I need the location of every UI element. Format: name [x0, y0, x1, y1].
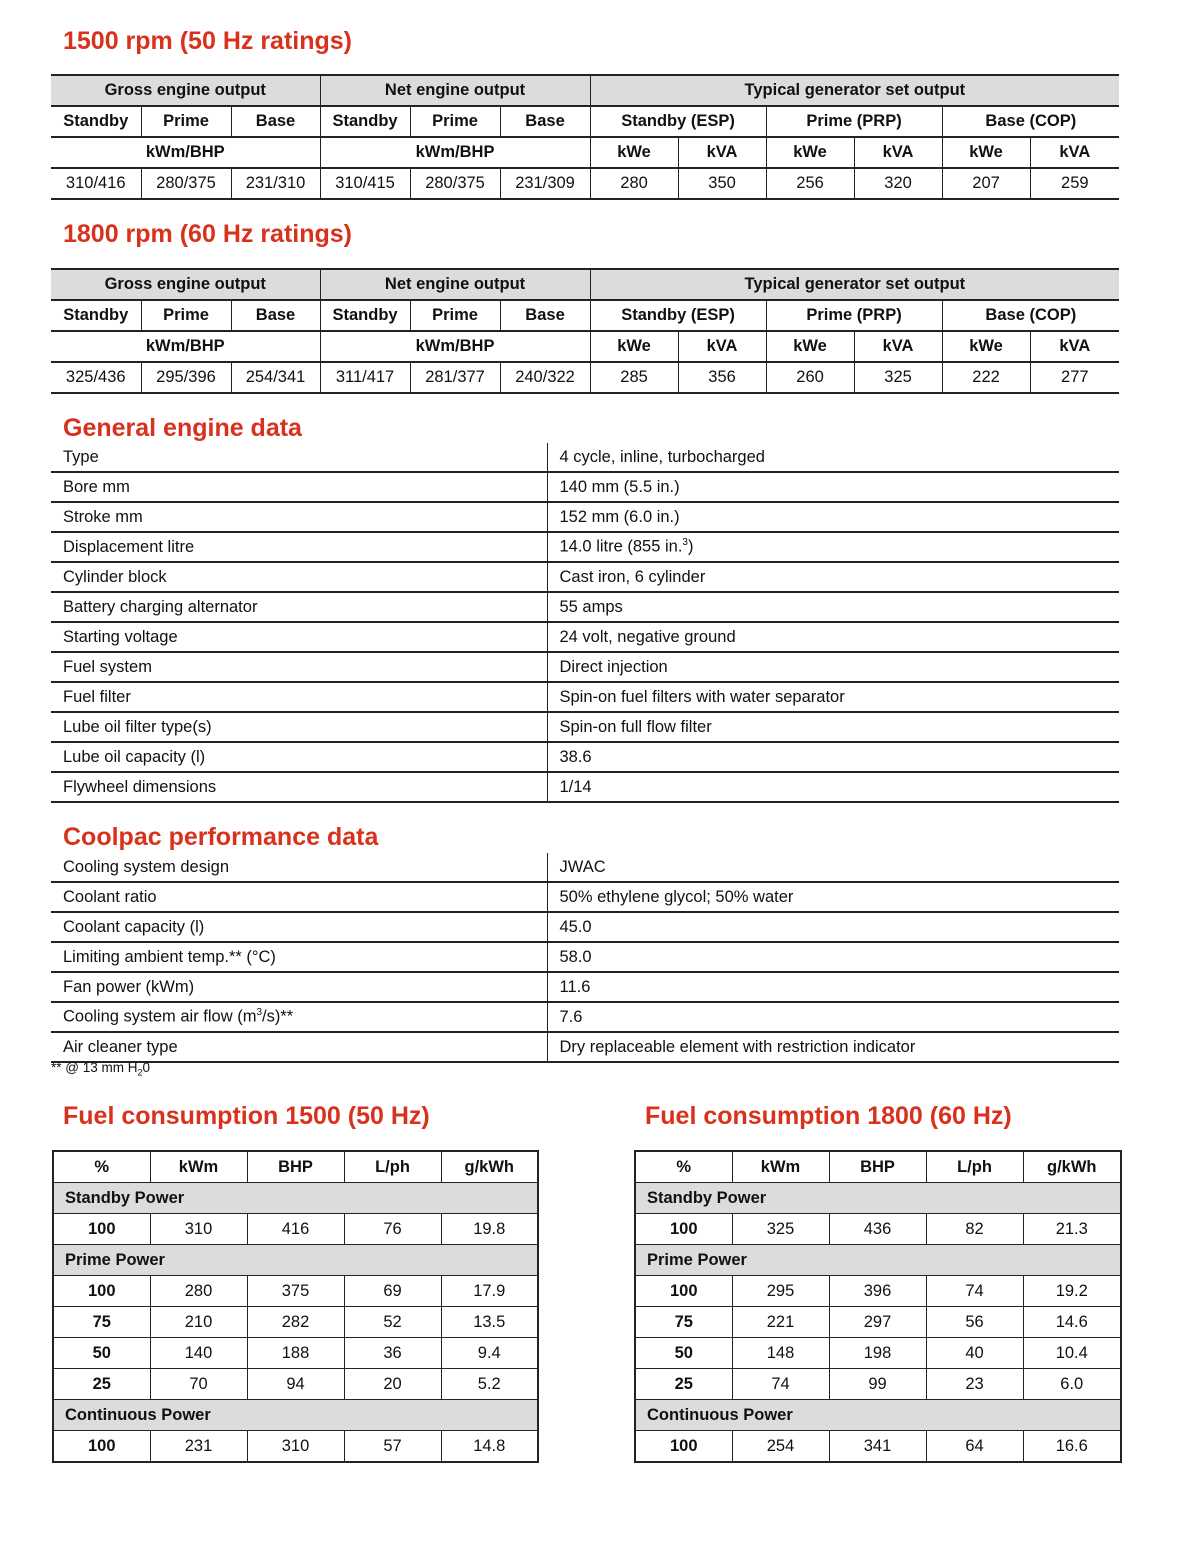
fuel-cell: 74	[926, 1276, 1023, 1307]
kv-key	[51, 1002, 547, 1032]
unit-header: kWe	[766, 137, 854, 168]
section-label: Continuous Power	[53, 1400, 538, 1431]
fuel-cell: 375	[247, 1276, 344, 1307]
kv-value: 38.6	[547, 742, 1119, 772]
fuel-cell: 221	[732, 1307, 829, 1338]
fuel-header: g/kWh	[1023, 1151, 1121, 1183]
superscript: 3	[256, 1007, 263, 1019]
fuel-cell: 25	[635, 1369, 732, 1400]
rating-value: 280/375	[410, 168, 500, 199]
kv-row	[51, 443, 1119, 472]
sub-header: Base	[231, 106, 320, 137]
rating-value: 231/310	[231, 168, 320, 199]
fuel-cell: 82	[926, 1214, 1023, 1245]
fuel-cell: 64	[926, 1431, 1023, 1463]
sub-header: Standby (ESP)	[590, 106, 766, 137]
general-title: General engine data	[63, 414, 302, 442]
group-header: Typical generator set output	[590, 75, 1119, 106]
kv-value: 50% ethylene glycol; 50% water	[547, 882, 1119, 912]
fuel-cell: 25	[53, 1369, 150, 1400]
fuel-cell: 50	[635, 1338, 732, 1369]
kv-value: 4 cycle, inline, turbocharged	[547, 443, 1119, 472]
kv-key: Stroke mm	[51, 502, 547, 532]
unit-header: kWm/BHP	[51, 137, 320, 168]
kv-row	[51, 712, 1119, 742]
unit-header: kVA	[678, 331, 766, 362]
group-header: Gross engine output	[51, 75, 320, 106]
kv-row	[51, 592, 1119, 622]
kv-row	[51, 942, 1119, 972]
fuel-cell: 40	[926, 1338, 1023, 1369]
table-row	[635, 1431, 1121, 1463]
kv-key-text: Cooling system air flow (m	[63, 1007, 257, 1026]
rating-value: 320	[854, 168, 942, 199]
general-engine-table	[51, 443, 1119, 803]
kv-key: Lube oil capacity (l)	[51, 742, 547, 772]
fuel-cell: 416	[247, 1214, 344, 1245]
fuel-cell: 23	[926, 1369, 1023, 1400]
kv-key: Bore mm	[51, 472, 547, 502]
kv-key: Displacement litre	[51, 532, 547, 562]
unit-header: kVA	[854, 137, 942, 168]
rating-value: 311/417	[320, 362, 410, 393]
rating-value: 325/436	[51, 362, 141, 393]
kv-value: 58.0	[547, 942, 1119, 972]
kv-key: Fuel filter	[51, 682, 547, 712]
fuel-cell: 188	[247, 1338, 344, 1369]
kv-value	[547, 532, 1119, 562]
kv-row	[51, 882, 1119, 912]
rating-value: 222	[942, 362, 1030, 393]
ratings-1500-title: 1500 rpm (50 Hz ratings)	[63, 27, 352, 55]
sub-header: Base	[500, 106, 590, 137]
rating-value: 280/375	[141, 168, 231, 199]
rating-value: 207	[942, 168, 1030, 199]
table-row	[53, 1307, 538, 1338]
fuel-cell: 210	[150, 1307, 247, 1338]
kv-key: Starting voltage	[51, 622, 547, 652]
fuel-cell: 14.8	[441, 1431, 538, 1463]
ratings-1800-table	[51, 268, 1119, 394]
fuel-cell: 100	[635, 1276, 732, 1307]
footnote-tail: 0	[142, 1060, 151, 1075]
kv-key: Limiting ambient temp.** (°C)	[51, 942, 547, 972]
section-label: Standby Power	[635, 1183, 1121, 1214]
kv-key: Coolant capacity (l)	[51, 912, 547, 942]
kv-value: 11.6	[547, 972, 1119, 1002]
footnote-text: ** @ 13 mm H	[51, 1060, 138, 1075]
fuel-cell: 231	[150, 1431, 247, 1463]
table-row	[635, 1307, 1121, 1338]
fuel-header: BHP	[829, 1151, 926, 1183]
unit-header: kVA	[1030, 137, 1119, 168]
fuel-header: kWm	[732, 1151, 829, 1183]
fuel-header: BHP	[247, 1151, 344, 1183]
kv-key: Cylinder block	[51, 562, 547, 592]
rating-value: 310/416	[51, 168, 141, 199]
group-header: Net engine output	[320, 269, 590, 300]
sub-header: Prime	[410, 300, 500, 331]
fuel-cell: 36	[344, 1338, 441, 1369]
sub-header: Prime (PRP)	[766, 106, 942, 137]
kv-row	[51, 742, 1119, 772]
fuel-cell: 14.6	[1023, 1307, 1121, 1338]
sub-header: Base	[231, 300, 320, 331]
fuel-cell: 100	[635, 1431, 732, 1463]
unit-header: kWe	[590, 331, 678, 362]
sub-header: Prime	[410, 106, 500, 137]
kv-value-tail: )	[687, 537, 694, 556]
kv-value: 140 mm (5.5 in.)	[547, 472, 1119, 502]
kv-key: Fuel system	[51, 652, 547, 682]
section-label: Continuous Power	[635, 1400, 1121, 1431]
sub-header: Base (COP)	[942, 106, 1119, 137]
fuel-1500-table	[52, 1150, 539, 1463]
rating-value: 277	[1030, 362, 1119, 393]
rating-value: 350	[678, 168, 766, 199]
kv-key: Flywheel dimensions	[51, 772, 547, 802]
sub-header: Standby	[320, 106, 410, 137]
ratings-1800-title: 1800 rpm (60 Hz ratings)	[63, 220, 352, 248]
sub-header: Base (COP)	[942, 300, 1119, 331]
kv-value: Spin-on fuel filters with water separator	[547, 682, 1119, 712]
rating-value: 280	[590, 168, 678, 199]
fuel-header: kWm	[150, 1151, 247, 1183]
kv-row	[51, 562, 1119, 592]
section-label: Prime Power	[635, 1245, 1121, 1276]
fuel-cell: 140	[150, 1338, 247, 1369]
rating-value: 281/377	[410, 362, 500, 393]
kv-value: Direct injection	[547, 652, 1119, 682]
kv-row	[51, 622, 1119, 652]
fuel-cell: 69	[344, 1276, 441, 1307]
fuel-cell: 75	[53, 1307, 150, 1338]
fuel-cell: 13.5	[441, 1307, 538, 1338]
fuel-cell: 99	[829, 1369, 926, 1400]
unit-header: kWm/BHP	[320, 137, 590, 168]
table-row	[53, 1431, 538, 1463]
group-header: Gross engine output	[51, 269, 320, 300]
fuel-cell: 76	[344, 1214, 441, 1245]
fuel-cell: 19.2	[1023, 1276, 1121, 1307]
fuel-cell: 57	[344, 1431, 441, 1463]
subscript: 2	[137, 1067, 143, 1078]
table-row	[53, 1214, 538, 1245]
fuel-cell: 75	[635, 1307, 732, 1338]
kv-value: 24 volt, negative ground	[547, 622, 1119, 652]
fuel-cell: 396	[829, 1276, 926, 1307]
kv-key: Cooling system design	[51, 853, 547, 882]
kv-row	[51, 1002, 1119, 1032]
unit-header: kVA	[678, 137, 766, 168]
table-row	[635, 1338, 1121, 1369]
fuel-cell: 19.8	[441, 1214, 538, 1245]
rating-value: 231/309	[500, 168, 590, 199]
fuel-1500-title: Fuel consumption 1500 (50 Hz)	[63, 1102, 430, 1130]
rating-value: 285	[590, 362, 678, 393]
kv-value: 55 amps	[547, 592, 1119, 622]
kv-value: Dry replaceable element with restriction indicator	[547, 1032, 1119, 1062]
group-header: Net engine output	[320, 75, 590, 106]
unit-header: kVA	[854, 331, 942, 362]
sub-header: Base	[500, 300, 590, 331]
fuel-cell: 21.3	[1023, 1214, 1121, 1245]
fuel-cell: 9.4	[441, 1338, 538, 1369]
table-row	[635, 1214, 1121, 1245]
kv-row	[51, 1032, 1119, 1062]
fuel-cell: 52	[344, 1307, 441, 1338]
superscript: 3	[682, 537, 688, 549]
sub-header: Standby	[51, 300, 141, 331]
fuel-header: %	[635, 1151, 732, 1183]
kv-key: Type	[51, 443, 547, 472]
rating-value: 295/396	[141, 362, 231, 393]
kv-row	[51, 853, 1119, 882]
kv-value: Cast iron, 6 cylinder	[547, 562, 1119, 592]
fuel-cell: 10.4	[1023, 1338, 1121, 1369]
unit-header: kWe	[766, 331, 854, 362]
fuel-cell: 16.6	[1023, 1431, 1121, 1463]
sub-header: Standby	[320, 300, 410, 331]
rating-value: 310/415	[320, 168, 410, 199]
unit-header: kVA	[1030, 331, 1119, 362]
kv-row	[51, 682, 1119, 712]
sub-header: Prime	[141, 300, 231, 331]
kv-value: 152 mm (6.0 in.)	[547, 502, 1119, 532]
fuel-cell: 100	[635, 1214, 732, 1245]
fuel-cell: 341	[829, 1431, 926, 1463]
fuel-cell: 20	[344, 1369, 441, 1400]
group-header: Typical generator set output	[590, 269, 1119, 300]
ratings-1500-table	[51, 74, 1119, 200]
sub-header: Prime	[141, 106, 231, 137]
table-row	[53, 1276, 538, 1307]
table-row	[53, 1369, 538, 1400]
fuel-cell: 50	[53, 1338, 150, 1369]
fuel-cell: 297	[829, 1307, 926, 1338]
unit-header: kWm/BHP	[51, 331, 320, 362]
kv-row	[51, 772, 1119, 802]
rating-value: 260	[766, 362, 854, 393]
fuel-header: L/ph	[344, 1151, 441, 1183]
kv-key: Fan power (kWm)	[51, 972, 547, 1002]
sub-header: Standby (ESP)	[590, 300, 766, 331]
kv-value: Spin-on full flow filter	[547, 712, 1119, 742]
rating-value: 240/322	[500, 362, 590, 393]
section-label: Prime Power	[53, 1245, 538, 1276]
kv-row	[51, 912, 1119, 942]
kv-key-tail: /s)**	[262, 1007, 294, 1026]
kv-value: 7.6	[547, 1002, 1119, 1032]
fuel-cell: 310	[150, 1214, 247, 1245]
rating-value: 356	[678, 362, 766, 393]
kv-value-text: 14.0 litre (855 in.	[559, 537, 683, 556]
fuel-cell: 17.9	[441, 1276, 538, 1307]
kv-key: Coolant ratio	[51, 882, 547, 912]
kv-value: JWAC	[547, 853, 1119, 882]
coolpac-table	[51, 853, 1119, 1063]
table-row	[635, 1369, 1121, 1400]
unit-header: kWe	[942, 331, 1030, 362]
fuel-cell: 325	[732, 1214, 829, 1245]
fuel-cell: 254	[732, 1431, 829, 1463]
fuel-cell: 74	[732, 1369, 829, 1400]
fuel-cell: 100	[53, 1431, 150, 1463]
fuel-cell: 5.2	[441, 1369, 538, 1400]
fuel-header: g/kWh	[441, 1151, 538, 1183]
fuel-cell: 282	[247, 1307, 344, 1338]
kv-key: Air cleaner type	[51, 1032, 547, 1062]
kv-value: 1/14	[547, 772, 1119, 802]
kv-row	[51, 472, 1119, 502]
fuel-cell: 100	[53, 1214, 150, 1245]
kv-row	[51, 652, 1119, 682]
kv-key: Battery charging alternator	[51, 592, 547, 622]
section-label: Standby Power	[53, 1183, 538, 1214]
sub-header: Standby	[51, 106, 141, 137]
rating-value: 256	[766, 168, 854, 199]
kv-value: 45.0	[547, 912, 1119, 942]
unit-header: kWm/BHP	[320, 331, 590, 362]
footnote	[51, 1060, 150, 1078]
fuel-cell: 310	[247, 1431, 344, 1463]
fuel-cell: 56	[926, 1307, 1023, 1338]
fuel-cell: 436	[829, 1214, 926, 1245]
fuel-cell: 148	[732, 1338, 829, 1369]
fuel-cell: 295	[732, 1276, 829, 1307]
fuel-cell: 100	[53, 1276, 150, 1307]
rating-value: 259	[1030, 168, 1119, 199]
fuel-1800-table	[634, 1150, 1122, 1463]
fuel-cell: 198	[829, 1338, 926, 1369]
coolpac-title: Coolpac performance data	[63, 823, 379, 851]
fuel-header: %	[53, 1151, 150, 1183]
fuel-cell: 280	[150, 1276, 247, 1307]
kv-row	[51, 502, 1119, 532]
table-row	[635, 1276, 1121, 1307]
table-row	[53, 1338, 538, 1369]
rating-value: 325	[854, 362, 942, 393]
kv-row	[51, 532, 1119, 562]
kv-row	[51, 972, 1119, 1002]
fuel-cell: 94	[247, 1369, 344, 1400]
kv-key: Lube oil filter type(s)	[51, 712, 547, 742]
sub-header: Prime (PRP)	[766, 300, 942, 331]
unit-header: kWe	[590, 137, 678, 168]
fuel-cell: 6.0	[1023, 1369, 1121, 1400]
unit-header: kWe	[942, 137, 1030, 168]
rating-value: 254/341	[231, 362, 320, 393]
fuel-cell: 70	[150, 1369, 247, 1400]
fuel-1800-title: Fuel consumption 1800 (60 Hz)	[645, 1102, 1012, 1130]
fuel-header: L/ph	[926, 1151, 1023, 1183]
